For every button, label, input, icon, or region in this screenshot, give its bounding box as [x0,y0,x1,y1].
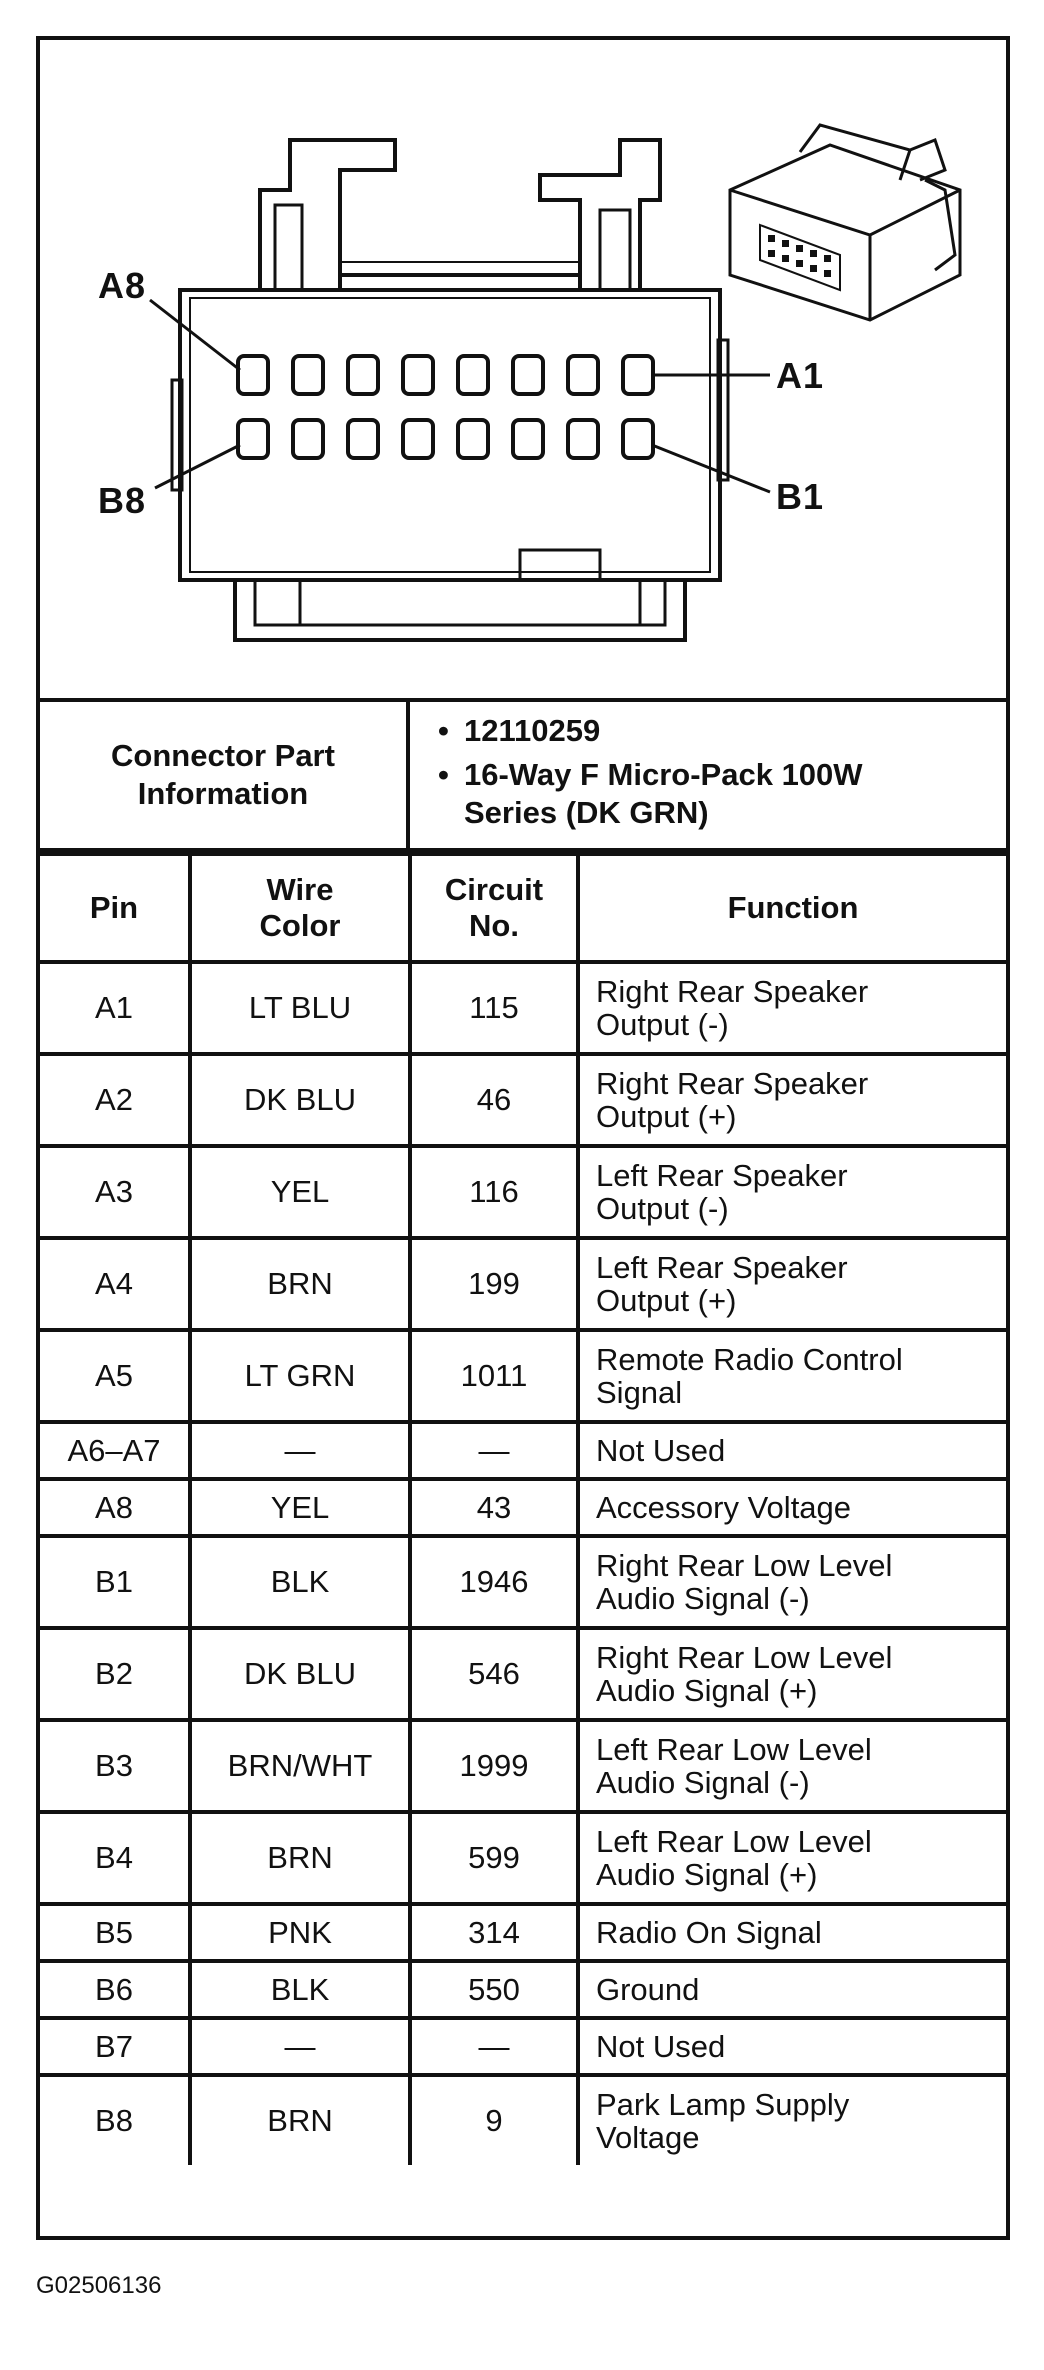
pin-label-b1: B1 [776,476,825,517]
table-row [40,1146,1006,1238]
connector-description: • 16-Way F Micro-Pack 100W Series (DK GRN) [438,757,863,830]
connector-isometric-view [730,125,960,320]
pin-leader-lines [150,300,770,492]
circuit-cell: 550 [410,1961,578,2018]
wire-color-cell: DK BLU [190,1054,410,1146]
function-line: Remote Radio Control [596,1342,903,1377]
connector-info-details [410,702,1002,848]
function-line: Right Rear Low Level [596,1548,893,1583]
bullet-icon: • [438,713,449,748]
pin-cell: A4 [40,1238,190,1330]
pin-label-a8: A8 [98,265,147,306]
header-pin: Pin [40,854,190,962]
table-row [40,1720,1006,1812]
pin-cell: B8 [40,2075,190,2165]
table-row [40,1961,1006,2018]
pin-cell: A3 [40,1146,190,1238]
connector-pinout-sheet [36,36,1010,2240]
function-line: Right Rear Speaker [596,1066,869,1101]
pin-cell: A2 [40,1054,190,1146]
function-line: Signal [596,1375,683,1410]
wire-color-cell: BRN/WHT [190,1720,410,1812]
function-line: Right Rear Low Level [596,1640,893,1675]
wire-color-cell: YEL [190,1146,410,1238]
table-row [40,1904,1006,1961]
wire-color-cell: BRN [190,2075,410,2165]
function-line: Output (+) [596,1099,737,1134]
connector-info-heading: Connector Part Information [40,702,410,848]
wire-color-cell: BLK [190,1961,410,2018]
function-cell [578,1536,1006,1628]
function-cell [578,2018,1006,2075]
pinout-table [40,852,1006,2165]
wire-color-cell: — [190,2018,410,2075]
pin-cell: B1 [40,1536,190,1628]
function-line: Left Rear Low Level [596,1732,872,1767]
function-cell [578,1479,1006,1536]
pin-cell: B7 [40,2018,190,2075]
header-circuit-no: Circuit No. [410,854,578,962]
circuit-cell: 1011 [410,1330,578,1422]
circuit-cell: 116 [410,1146,578,1238]
function-line: Output (+) [596,1283,737,1318]
circuit-cell: 546 [410,1628,578,1720]
pin-cell: B5 [40,1904,190,1961]
function-line: Right Rear Speaker [596,974,869,1009]
circuit-cell: — [410,2018,578,2075]
table-row [40,1628,1006,1720]
pin-cavities-row-a [238,356,653,394]
wire-color-cell: YEL [190,1479,410,1536]
table-row [40,1330,1006,1422]
pin-cell: A1 [40,962,190,1054]
table-row [40,1479,1006,1536]
connector-isometric-cavities [768,235,831,277]
wire-color-cell: LT GRN [190,1330,410,1422]
function-line: Left Rear Speaker [596,1250,848,1285]
wire-color-cell: DK BLU [190,1628,410,1720]
circuit-cell: 115 [410,962,578,1054]
table-row [40,1536,1006,1628]
function-cell [578,962,1006,1054]
table-row [40,2018,1006,2075]
function-line: Voltage [596,2120,700,2155]
circuit-cell: 1999 [410,1720,578,1812]
pin-cell: B3 [40,1720,190,1812]
wire-color-cell: BRN [190,1812,410,1904]
table-row [40,962,1006,1054]
circuit-cell: — [410,1422,578,1479]
function-cell [578,1961,1006,2018]
pin-label-a1: A1 [776,355,825,396]
circuit-cell: 46 [410,1054,578,1146]
wire-color-cell: BLK [190,1536,410,1628]
wire-color-cell: — [190,1422,410,1479]
function-line: Output (-) [596,1007,729,1042]
circuit-cell: 199 [410,1238,578,1330]
connector-face-drawing [40,40,1006,698]
header-function: Function [578,854,1006,962]
table-row [40,1422,1006,1479]
pin-cell: A6–A7 [40,1422,190,1479]
wire-color-cell: LT BLU [190,962,410,1054]
bullet-icon: • [438,757,449,792]
pin-cell: A8 [40,1479,190,1536]
function-line: Output (-) [596,1191,729,1226]
pin-cell: A5 [40,1330,190,1422]
figure-id: G02506136 [36,2272,162,2299]
part-number: • 12110259 [438,713,601,748]
function-cell [578,1146,1006,1238]
function-line: Not Used [596,2029,726,2064]
wire-color-cell: PNK [190,1904,410,1961]
connector-part-information [40,702,1006,852]
function-line: Audio Signal (-) [596,1765,810,1800]
pin-cell: B2 [40,1628,190,1720]
function-line: Park Lamp Supply [596,2087,850,2122]
function-cell [578,1628,1006,1720]
function-line: Left Rear Speaker [596,1158,848,1193]
function-line: Ground [596,1972,700,2007]
pin-label-b8: B8 [98,480,147,521]
pin-cell: B6 [40,1961,190,2018]
header-wire-color: Wire Color [190,854,410,962]
circuit-cell: 599 [410,1812,578,1904]
pin-cavities-row-b [238,420,653,458]
circuit-cell: 314 [410,1904,578,1961]
function-cell [578,1720,1006,1812]
function-cell [578,1054,1006,1146]
table-row [40,1238,1006,1330]
circuit-cell: 1946 [410,1536,578,1628]
function-cell [578,1422,1006,1479]
wire-color-cell: BRN [190,1238,410,1330]
function-line: Accessory Voltage [596,1490,852,1525]
pin-cell: B4 [40,1812,190,1904]
table-row [40,1054,1006,1146]
table-row [40,2075,1006,2165]
table-header-row [40,854,1006,962]
function-line: Audio Signal (+) [596,1673,818,1708]
function-cell [578,1812,1006,1904]
connector-diagram [40,40,1006,702]
function-line: Left Rear Low Level [596,1824,872,1859]
function-line: Not Used [596,1433,726,1468]
function-line: Audio Signal (+) [596,1857,818,1892]
function-line: Radio On Signal [596,1915,822,1950]
circuit-cell: 9 [410,2075,578,2165]
function-cell [578,2075,1006,2165]
function-cell [578,1330,1006,1422]
circuit-cell: 43 [410,1479,578,1536]
table-row [40,1812,1006,1904]
function-cell [578,1904,1006,1961]
function-cell [578,1238,1006,1330]
function-line: Audio Signal (-) [596,1581,810,1616]
